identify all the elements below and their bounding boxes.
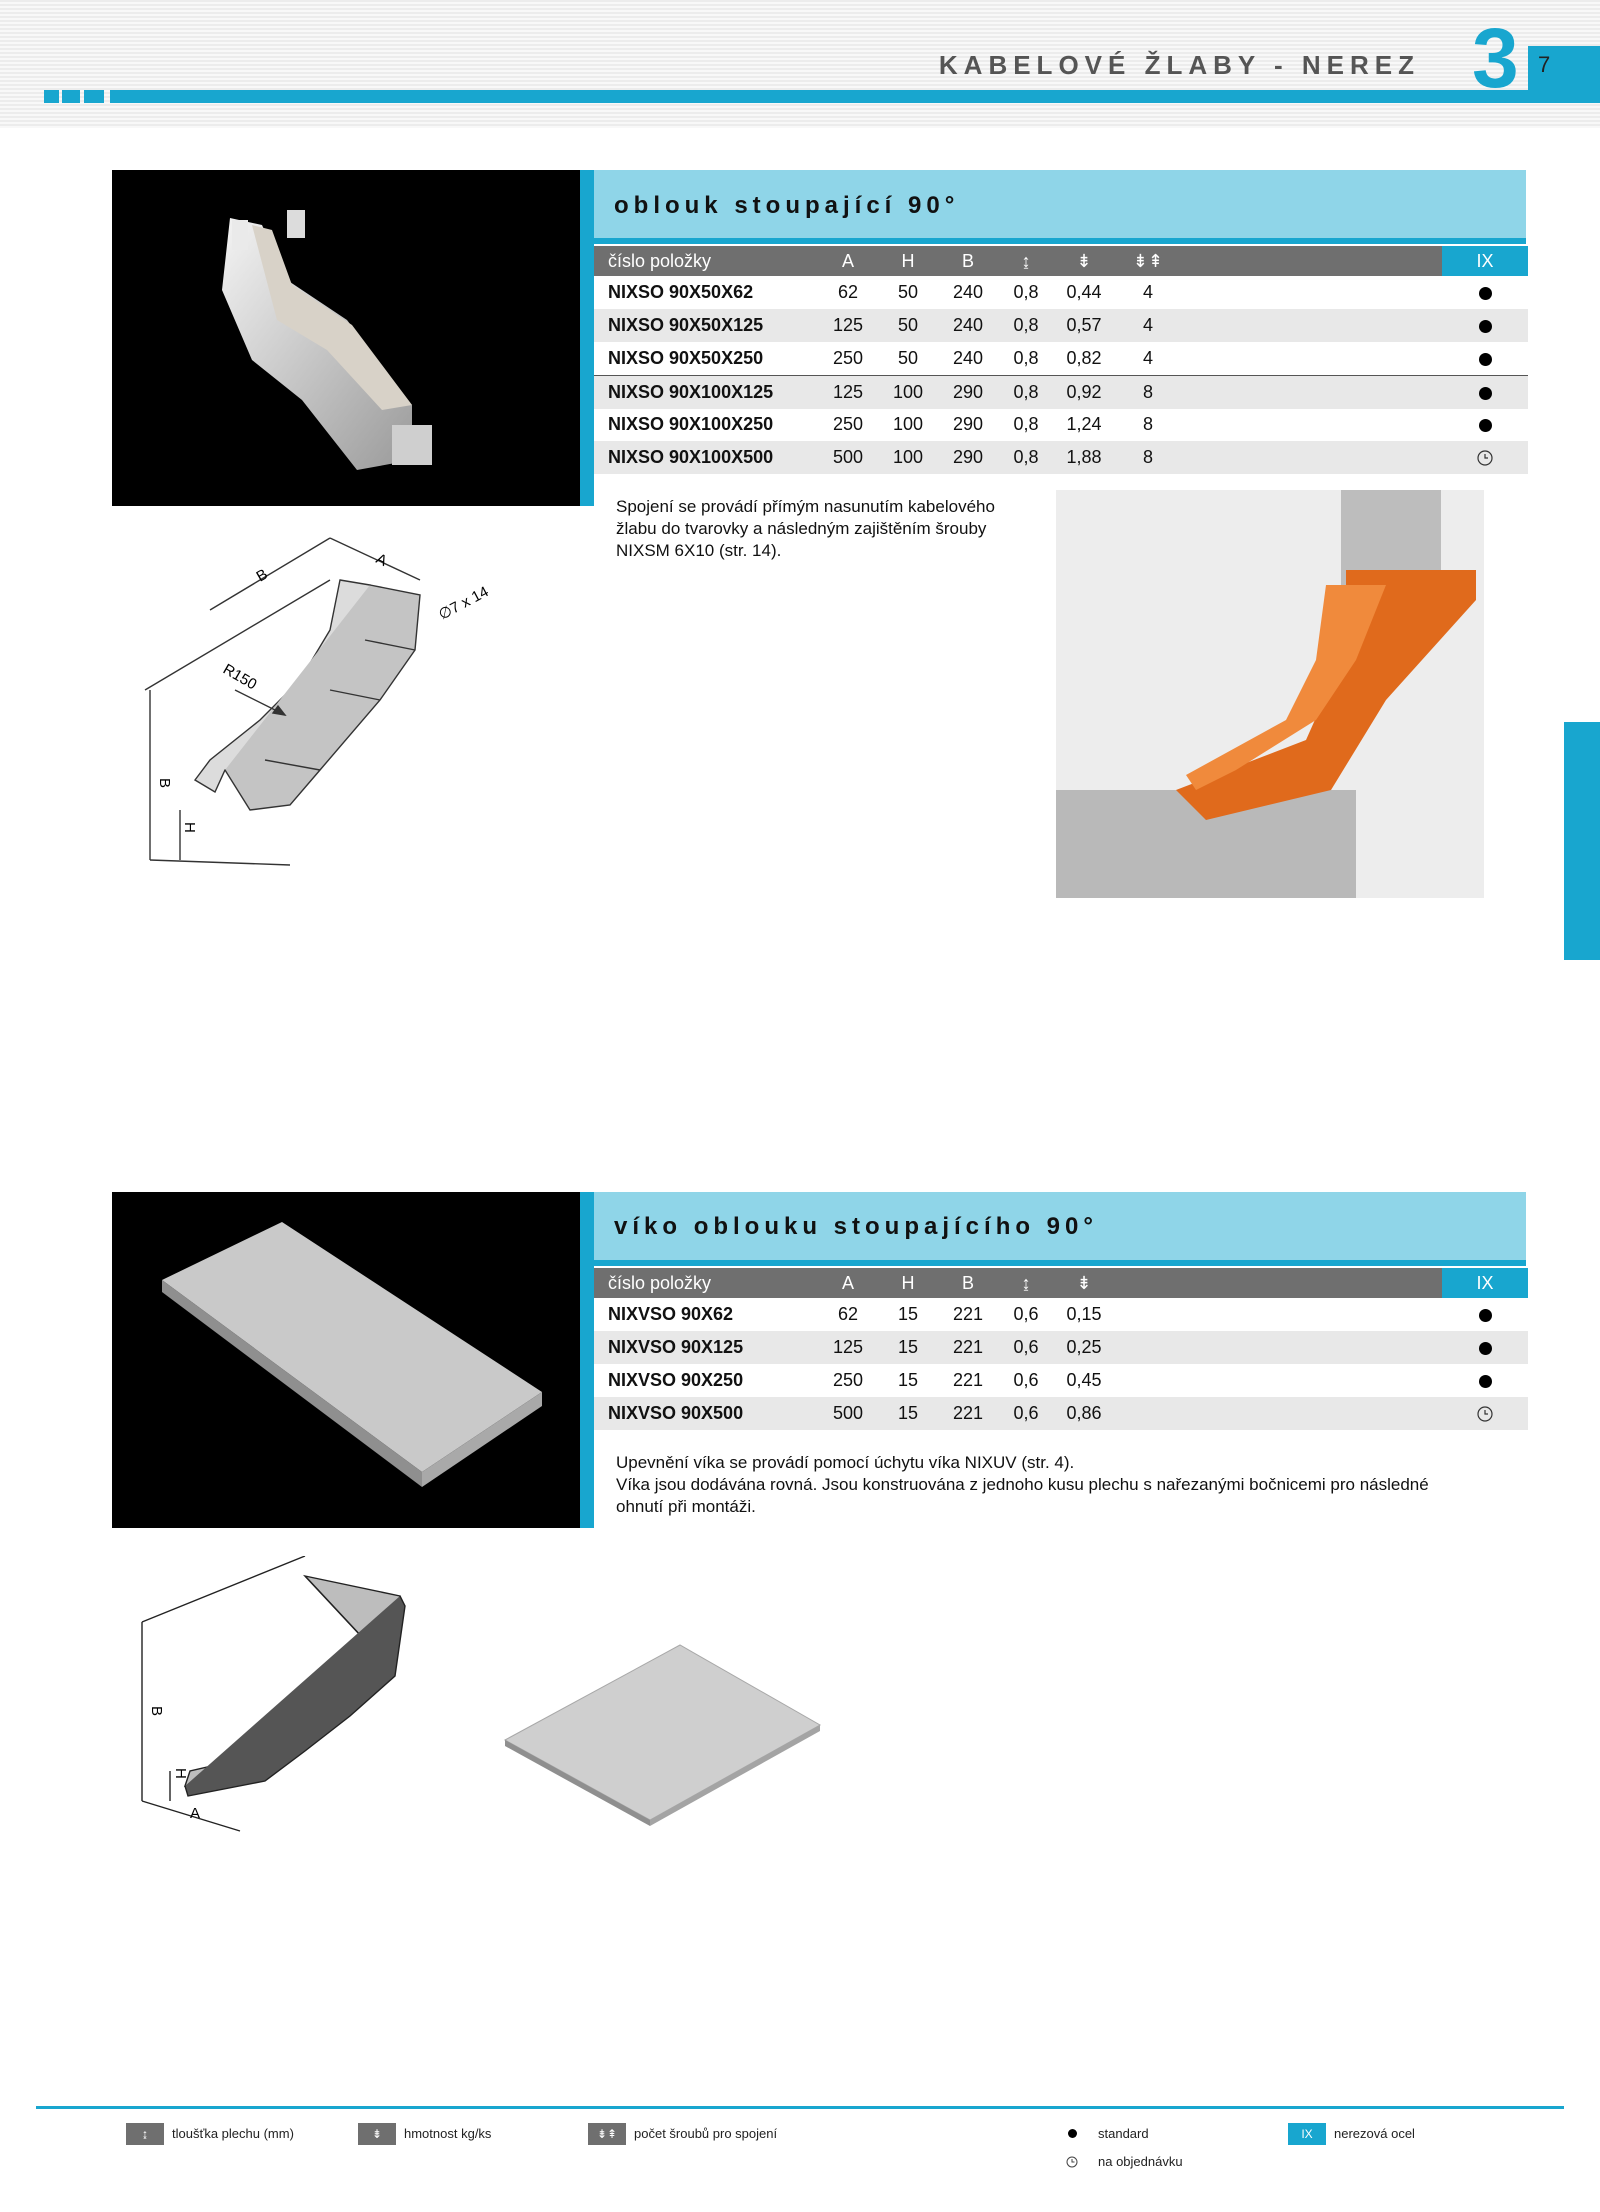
cell-a: 125 xyxy=(832,315,864,335)
weight-icon: ⇟ xyxy=(1076,251,1092,271)
cell-code: NIXSO 90X50X125 xyxy=(608,315,764,335)
header-bar xyxy=(110,90,1600,103)
note-line: NIXSM 6X10 (str. 14). xyxy=(616,541,782,560)
dim-label-hole: ∅7 x 14 xyxy=(435,583,492,624)
cell-h: 15 xyxy=(897,1370,919,1390)
standard-dot-icon xyxy=(1448,408,1522,441)
cell-a: 125 xyxy=(832,382,864,402)
cell-s: 4 xyxy=(1142,315,1153,335)
standard-dot-icon xyxy=(1448,1298,1522,1331)
title-underline xyxy=(594,238,1526,244)
cell-b: 240 xyxy=(952,315,984,335)
standard-dot-icon xyxy=(1448,1331,1522,1364)
installation-note xyxy=(616,496,1030,562)
cell-code: NIXVSO 90X125 xyxy=(608,1337,744,1357)
thickness-icon: ↨ xyxy=(1021,251,1031,271)
product-table xyxy=(594,246,1528,478)
product-photo-bend xyxy=(112,170,580,506)
table-row xyxy=(594,441,1528,474)
col-a: A xyxy=(841,1273,854,1293)
standard-dot-icon xyxy=(1068,2129,1077,2138)
thickness-icon: ↨ xyxy=(1021,1273,1031,1293)
header-square xyxy=(62,90,80,103)
cell-code: NIXVSO 90X500 xyxy=(608,1403,744,1423)
cell-a: 250 xyxy=(832,1370,864,1390)
screws-icon: ⇟⇞ xyxy=(588,2123,626,2145)
cell-t: 0,8 xyxy=(1013,282,1039,302)
cell-w: 0,82 xyxy=(1066,348,1102,368)
cell-code: NIXSO 90X50X62 xyxy=(608,282,754,302)
cell-b: 221 xyxy=(952,1403,984,1423)
cell-a: 250 xyxy=(832,414,864,434)
cell-h: 100 xyxy=(892,414,924,434)
dim-label-h: H xyxy=(181,822,198,833)
cell-s: 8 xyxy=(1142,414,1153,434)
table-row xyxy=(594,276,1528,309)
thickness-icon: ↨ xyxy=(126,2123,164,2145)
technical-drawing-bend xyxy=(130,520,530,880)
cell-w: 0,44 xyxy=(1066,282,1102,302)
cell-s: 4 xyxy=(1142,282,1153,302)
standard-dot-icon xyxy=(1448,342,1522,375)
cell-w: 1,88 xyxy=(1066,447,1102,467)
table-row xyxy=(594,1298,1528,1331)
cell-a: 62 xyxy=(837,1304,859,1324)
note-line: ohnutí při montáži. xyxy=(616,1497,756,1516)
legend-ix: nerezová ocel xyxy=(1334,2126,1415,2141)
cell-s: 4 xyxy=(1142,348,1153,368)
cell-w: 0,86 xyxy=(1066,1403,1102,1423)
legend-thickness: tloušťka plechu (mm) xyxy=(172,2126,294,2141)
cell-t: 0,6 xyxy=(1013,1403,1039,1423)
cell-code: NIXSO 90X100X125 xyxy=(608,382,774,402)
cell-code: NIXVSO 90X62 xyxy=(608,1304,734,1324)
cell-b: 290 xyxy=(952,447,984,467)
cell-w: 1,24 xyxy=(1066,414,1102,434)
legend-order: na objednávku xyxy=(1098,2154,1183,2169)
col-code: číslo položky xyxy=(608,251,712,271)
dim-label-b: B xyxy=(148,1706,165,1717)
title-underline xyxy=(594,1260,1526,1266)
cell-t: 0,8 xyxy=(1013,348,1039,368)
cell-s: 8 xyxy=(1142,447,1153,467)
cell-b: 221 xyxy=(952,1304,984,1324)
table-header xyxy=(594,1268,1528,1298)
cell-h: 15 xyxy=(897,1403,919,1423)
cell-t: 0,8 xyxy=(1013,447,1039,467)
cell-h: 50 xyxy=(897,282,919,302)
cell-t: 0,8 xyxy=(1013,382,1039,402)
cell-b: 290 xyxy=(952,382,984,402)
table-header xyxy=(594,246,1528,276)
col-h: H xyxy=(901,1273,915,1293)
photo-accent-strip xyxy=(580,170,594,506)
standard-dot-icon xyxy=(1448,1364,1522,1397)
cell-w: 0,25 xyxy=(1066,1337,1102,1357)
cell-a: 500 xyxy=(832,1403,864,1423)
table-row xyxy=(594,408,1528,441)
clock-icon xyxy=(1448,441,1522,474)
dim-label-b2: B xyxy=(156,778,173,789)
weight-icon: ⇟ xyxy=(1076,1273,1092,1293)
standard-dot-icon xyxy=(1448,276,1522,309)
installation-photo xyxy=(1056,490,1484,898)
standard-dot-icon xyxy=(1448,309,1522,342)
chapter-number: 3 xyxy=(1472,11,1519,105)
cell-code: NIXSO 90X100X500 xyxy=(608,447,774,467)
table-row xyxy=(594,342,1528,375)
cell-w: 0,15 xyxy=(1066,1304,1102,1324)
header-square xyxy=(84,90,104,103)
clock-icon xyxy=(1448,1397,1522,1430)
legend-weight: hmotnost kg/ks xyxy=(404,2126,492,2141)
table-row xyxy=(594,375,1528,409)
cell-t: 0,8 xyxy=(1013,315,1039,335)
col-a: A xyxy=(841,251,854,271)
screws-icon: ⇟⇞ xyxy=(1132,251,1164,271)
cell-h: 50 xyxy=(897,348,919,368)
note-line: žlabu do tvarovky a následným zajištěním šrouby xyxy=(616,519,987,538)
page-title: KABELOVÉ ŽLABY - NEREZ xyxy=(938,50,1420,80)
dim-label-b: B xyxy=(253,565,271,586)
cell-s: 8 xyxy=(1142,382,1153,402)
col-h: H xyxy=(901,251,915,271)
cell-w: 0,45 xyxy=(1066,1370,1102,1390)
ix-icon: IX xyxy=(1442,246,1528,276)
table-row xyxy=(594,309,1528,342)
product-table xyxy=(594,1268,1528,1434)
cell-b: 221 xyxy=(952,1370,984,1390)
dim-label-a: A xyxy=(190,1805,201,1822)
technical-drawing-cover xyxy=(130,1556,430,1856)
dim-label-radius: R150 xyxy=(220,660,260,694)
standard-dot-icon xyxy=(1448,376,1522,409)
legend-standard: standard xyxy=(1098,2126,1149,2141)
clock-icon xyxy=(1066,2156,1078,2168)
cell-h: 100 xyxy=(892,382,924,402)
cell-t: 0,8 xyxy=(1013,414,1039,434)
weight-icon: ⇟ xyxy=(358,2123,396,2145)
table-row xyxy=(594,1331,1528,1364)
cell-a: 500 xyxy=(832,447,864,467)
cell-t: 0,6 xyxy=(1013,1304,1039,1324)
cell-code: NIXSO 90X100X250 xyxy=(608,414,774,434)
cell-t: 0,6 xyxy=(1013,1337,1039,1357)
footer-line xyxy=(36,2106,1564,2109)
cell-a: 250 xyxy=(832,348,864,368)
table-row xyxy=(594,1397,1528,1430)
cell-h: 15 xyxy=(897,1337,919,1357)
product-photo-cover xyxy=(112,1192,580,1528)
cell-h: 50 xyxy=(897,315,919,335)
installation-note xyxy=(616,1452,1516,1518)
cell-w: 0,92 xyxy=(1066,382,1102,402)
side-tab xyxy=(1564,722,1600,960)
photo-accent-strip xyxy=(580,1192,594,1528)
cell-b: 290 xyxy=(952,414,984,434)
col-b: B xyxy=(961,1273,974,1293)
cell-b: 240 xyxy=(952,282,984,302)
section-title: oblouk stoupající 90° xyxy=(614,192,960,219)
cell-h: 15 xyxy=(897,1304,919,1324)
table-row xyxy=(594,1364,1528,1397)
cell-code: NIXSO 90X50X250 xyxy=(608,348,764,368)
legend-screws: počet šroubů pro spojení xyxy=(634,2126,778,2141)
ix-icon: IX xyxy=(1442,1268,1528,1298)
cell-code: NIXVSO 90X250 xyxy=(608,1370,744,1390)
section-title: víko oblouku stoupajícího 90° xyxy=(614,1213,1098,1240)
cell-w: 0,57 xyxy=(1066,315,1102,335)
cell-h: 100 xyxy=(892,447,924,467)
cell-a: 125 xyxy=(832,1337,864,1357)
dim-label-a: A xyxy=(373,550,390,570)
page-number: 7 xyxy=(1538,52,1551,77)
ix-icon: IX xyxy=(1288,2123,1326,2145)
note-line: Víka jsou dodávána rovná. Jsou konstruována z jednoho kusu plechu s nařezanými bočnicemi pro následné xyxy=(616,1475,1429,1494)
col-b: B xyxy=(961,251,974,271)
note-line: Upevnění víka se provádí pomocí úchytu víka NIXUV (str. 4). xyxy=(616,1453,1075,1472)
cell-t: 0,6 xyxy=(1013,1370,1039,1390)
col-code: číslo položky xyxy=(608,1273,712,1293)
note-line: Spojení se provádí přímým nasunutím kabelového xyxy=(616,497,995,516)
cell-b: 240 xyxy=(952,348,984,368)
cell-a: 62 xyxy=(837,282,859,302)
header-square xyxy=(44,90,59,103)
cell-b: 221 xyxy=(952,1337,984,1357)
dim-label-h: H xyxy=(172,1768,189,1779)
flat-cover-illustration xyxy=(500,1630,830,1830)
